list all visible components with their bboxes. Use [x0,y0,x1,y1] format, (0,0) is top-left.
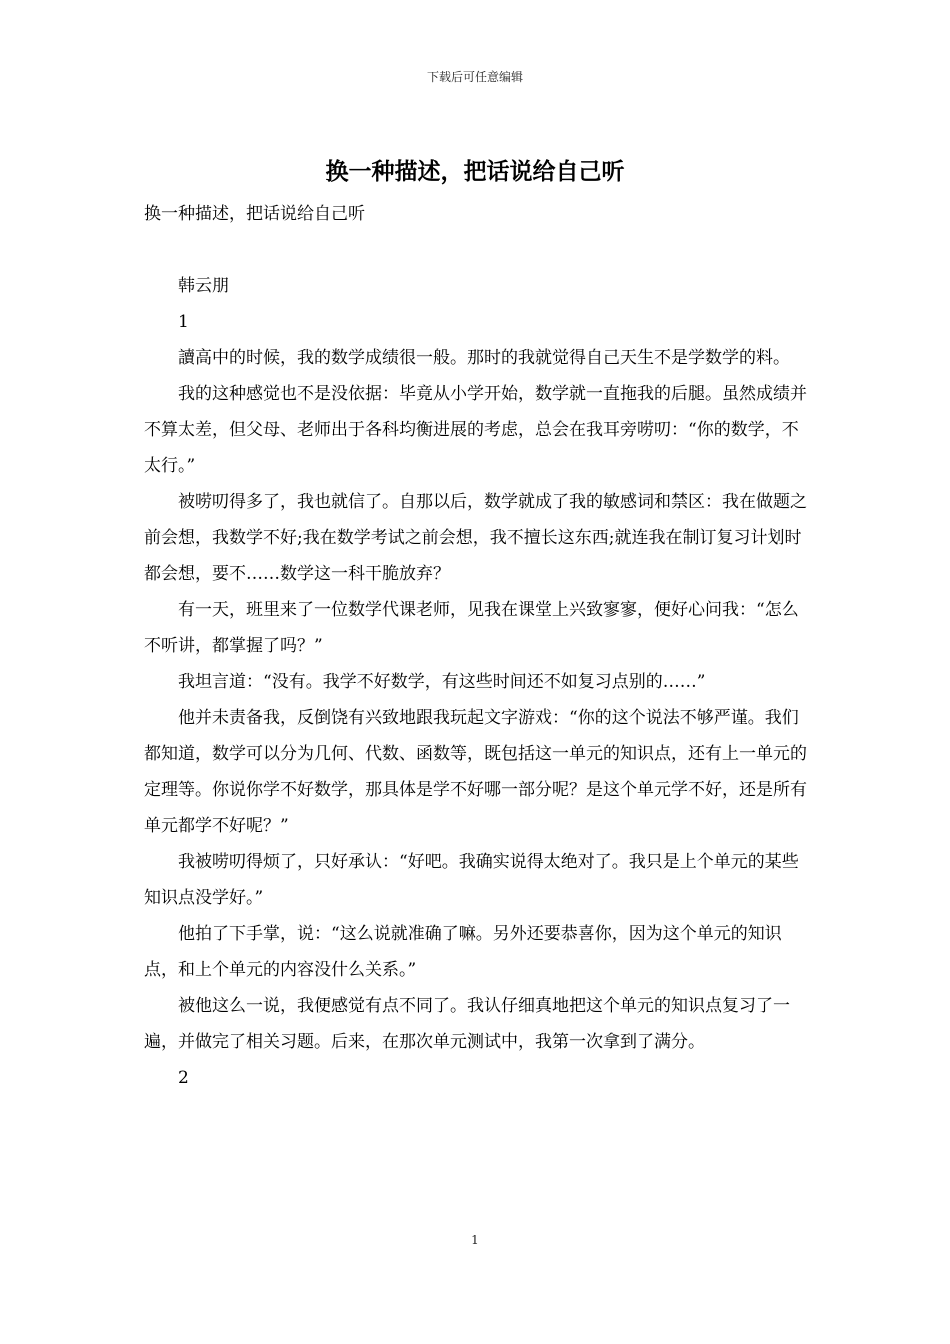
body-paragraph: 我的这种感觉也不是没依据：毕竟从小学开始，数学就一直拖我的后腿。虽然成绩并不算太差，但父母、老师出于各科均衡进展的考虑，总会在我耳旁唠叨：“你的数学，不太行。” [144,384,807,476]
section-number: 2 [178,1068,189,1088]
section-number: 1 [178,312,189,332]
header-note: 下载后可任意编辑 [426,70,523,84]
body-paragraph: 被唠叨得多了，我也就信了。自那以后，数学就成了我的敏感词和禁区：我在做题之前会想，我数学不好;我在数学考试之前会想，我不擅长这东西;就连我在制订复习计划时都会想，要不……数学这一科干脆放弃？ [144,492,807,584]
body-paragraph: 有一天，班里来了一位数学代课老师，见我在课堂上兴致寥寥，便好心问我：“怎么不听讲，都掌握了吗？” [144,600,799,656]
document-subtitle: 换一种描述，把话说给自己听 [144,204,365,224]
body-paragraph: 讀高中的时候，我的数学成绩很一般。那时的我就觉得自己天生不是学数学的料。 [178,348,790,368]
body-paragraph: 他拍了下手掌，说：“这么说就准确了嘛。另外还要恭喜你，因为这个单元的知识点，和上个单元的内容没什么关系。” [144,924,782,980]
body-paragraph: 被他这么一说，我便感觉有点不同了。我认仔细真地把这个单元的知识点复习了一遍，并做完了相关习题。后来，在那次单元测试中，我第一次拿到了满分。 [144,996,790,1052]
body-paragraph: 我坦言道：“没有。我学不好数学，有这些时间还不如复习点别的……” [178,672,706,692]
author-name: 韩云朋 [178,276,229,296]
blank-line [144,232,808,268]
body-paragraph: 我被唠叨得烦了，只好承认：“好吧。我确实说得太绝对了。我只是上个单元的某些知识点没学好。” [144,852,799,908]
body-paragraph: 他并未责备我，反倒饶有兴致地跟我玩起文字游戏：“你的这个说法不够严谨。我们都知道，数学可以分为几何、代数、函数等，既包括这一单元的知识点，还有上一单元的定理等。你说你学不好数学，那具体是学不好哪一部分呢？是这个单元学不好，还是所有单元都学不好呢？” [144,708,807,836]
document-body [144,196,808,1096]
page-number: 1 [471,1233,479,1247]
document-title: 换一种描述，把话说给自己听 [325,158,625,185]
